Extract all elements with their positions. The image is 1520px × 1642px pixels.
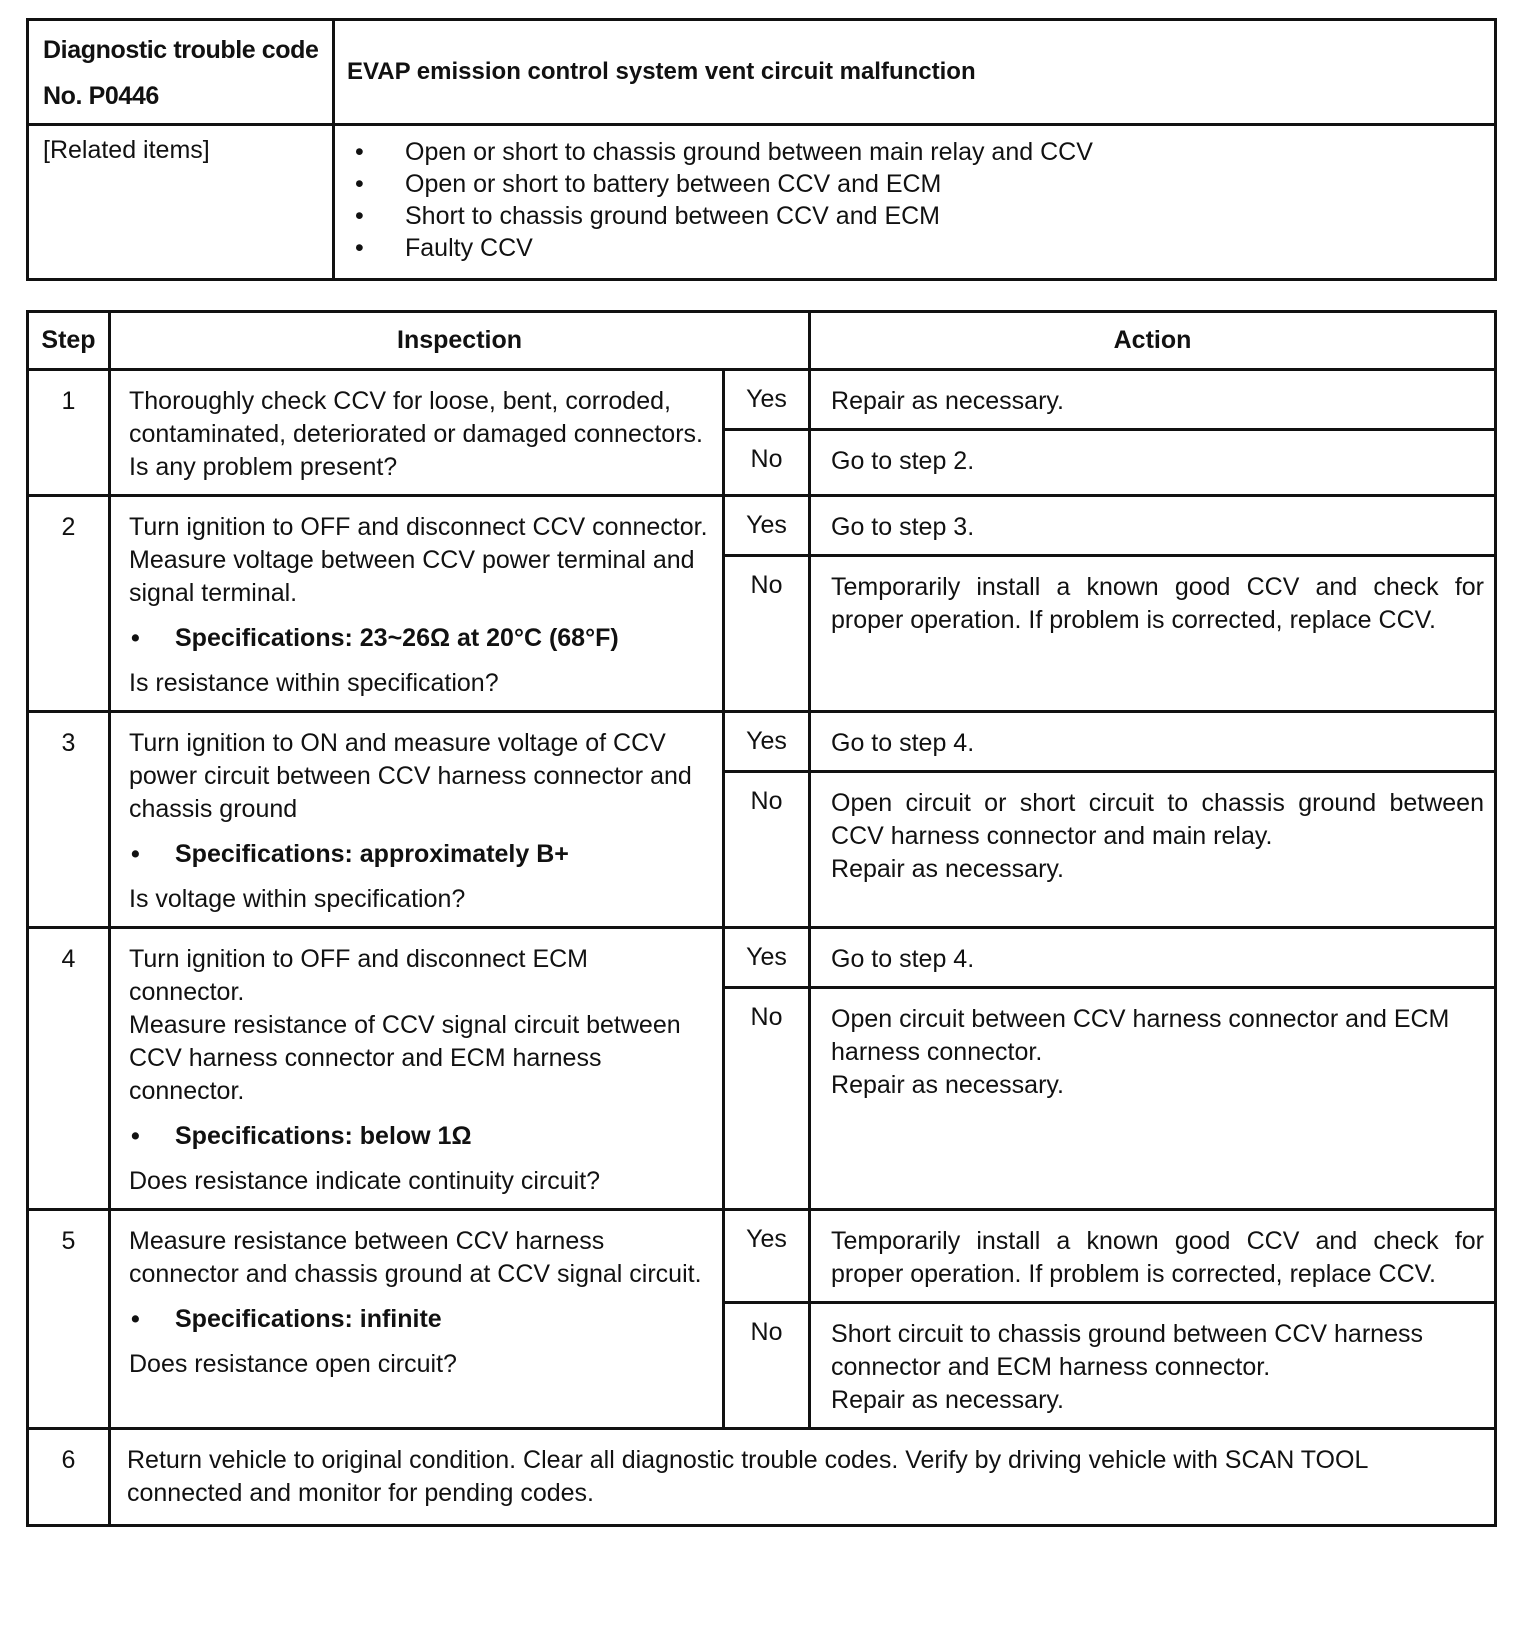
dtc-code-number: No. P0446 — [43, 82, 159, 110]
no-label: No — [724, 988, 810, 1210]
step-specification: • Specifications: infinite — [129, 1303, 710, 1336]
step-number: 4 — [28, 928, 110, 1210]
step-inspection: Return vehicle to original condition. Clear all diagnostic trouble codes. Verify by driving vehicle with SCAN TOOL connected and monitor for pending codes. — [110, 1429, 1496, 1526]
no-action: Open circuit or short circuit to chassis ground between CCV harness connector and main relay. Repair as necessary. — [810, 772, 1496, 928]
bullet-icon: • — [355, 202, 364, 230]
step-row — [28, 496, 1496, 556]
bullet-icon: • — [131, 624, 140, 652]
no-label: No — [724, 1303, 810, 1429]
step-specification: • Specifications: 23~26Ω at 20°C (68°F) — [129, 622, 710, 655]
step-number: 2 — [28, 496, 110, 712]
yes-label: Yes — [724, 370, 810, 430]
steps-header-row — [28, 312, 1496, 370]
related-items-label: [Related items] — [28, 125, 334, 280]
step-number: 3 — [28, 712, 110, 928]
dtc-label-line1: Diagnostic trouble code — [43, 36, 319, 64]
no-action: Go to step 2. — [810, 430, 1496, 496]
step-row — [28, 1429, 1496, 1526]
step-question: Is any problem present? — [129, 453, 398, 481]
step-row — [28, 928, 1496, 988]
dtc-title: EVAP emission control system vent circuit malfunction — [334, 20, 1496, 125]
related-item: • Open or short to chassis ground between main relay and CCV — [345, 136, 1482, 168]
step-number: 6 — [28, 1429, 110, 1526]
bullet-icon: • — [355, 138, 364, 166]
related-item: • Faulty CCV — [345, 232, 1482, 264]
yes-action: Go to step 4. — [810, 712, 1496, 772]
step-question: Does resistance indicate continuity circuit? — [129, 1167, 601, 1195]
step-column-header: Step — [28, 312, 110, 370]
bullet-icon: • — [131, 840, 140, 868]
yes-label: Yes — [724, 712, 810, 772]
step-question: Is voltage within specification? — [129, 885, 466, 913]
related-item: • Short to chassis ground between CCV and ECM — [345, 200, 1482, 232]
dtc-header-table — [26, 18, 1497, 281]
step-question: Is resistance within specification? — [129, 669, 499, 697]
yes-action: Repair as necessary. — [810, 370, 1496, 430]
bullet-icon: • — [131, 1305, 140, 1333]
no-label: No — [724, 556, 810, 712]
yes-label: Yes — [724, 928, 810, 988]
step-inspection: Turn ignition to OFF and disconnect CCV connector. Measure voltage between CCV power terminal and signal terminal. • Specifications: 23~26Ω at 20°C (68°F) Is resistance within specification? — [110, 496, 724, 712]
no-action: Temporarily install a known good CCV and check for proper operation. If problem is corrected, replace CCV. — [810, 556, 1496, 712]
step-inspection: Turn ignition to OFF and disconnect ECM connector. Measure resistance of CCV signal circuit between CCV harness connector and ECM harness connector. • Specifications: below 1Ω Does resistance indicate continuity circuit? — [110, 928, 724, 1210]
yes-label: Yes — [724, 496, 810, 556]
step-inspection: Turn ignition to ON and measure voltage of CCV power circuit between CCV harness connector and chassis ground • Specifications: approximately B+ Is voltage within specification? — [110, 712, 724, 928]
action-column-header: Action — [810, 312, 1496, 370]
bullet-icon: • — [355, 234, 364, 262]
no-label: No — [724, 772, 810, 928]
step-specification: • Specifications: below 1Ω — [129, 1120, 710, 1153]
related-item: • Open or short to battery between CCV and ECM — [345, 168, 1482, 200]
step-inspection: Thoroughly check CCV for loose, bent, corroded, contaminated, deteriorated or damaged connectors. Is any problem present? — [110, 370, 724, 496]
yes-label: Yes — [724, 1210, 810, 1303]
yes-action: Go to step 4. — [810, 928, 1496, 988]
step-row — [28, 712, 1496, 772]
no-label: No — [724, 430, 810, 496]
yes-action: Go to step 3. — [810, 496, 1496, 556]
no-action: Short circuit to chassis ground between CCV harness connector and ECM harness connector. Repair as necessary. — [810, 1303, 1496, 1429]
bullet-icon: • — [355, 170, 364, 198]
inspection-column-header: Inspection — [110, 312, 810, 370]
no-action: Open circuit between CCV harness connector and ECM harness connector. Repair as necessary. — [810, 988, 1496, 1210]
dtc-code-label — [28, 20, 334, 125]
step-inspection: Measure resistance between CCV harness connector and chassis ground at CCV signal circuit. • Specifications: infinite Does resistance open circuit? — [110, 1210, 724, 1429]
bullet-icon: • — [131, 1122, 140, 1150]
related-items-list — [334, 125, 1496, 280]
step-row — [28, 1210, 1496, 1303]
steps-table — [26, 310, 1497, 1527]
step-number: 5 — [28, 1210, 110, 1429]
step-question: Does resistance open circuit? — [129, 1350, 457, 1378]
step-number: 1 — [28, 370, 110, 496]
step-row — [28, 370, 1496, 430]
yes-action: Temporarily install a known good CCV and check for proper operation. If problem is corrected, replace CCV. — [810, 1210, 1496, 1303]
step-specification: • Specifications: approximately B+ — [129, 838, 710, 871]
